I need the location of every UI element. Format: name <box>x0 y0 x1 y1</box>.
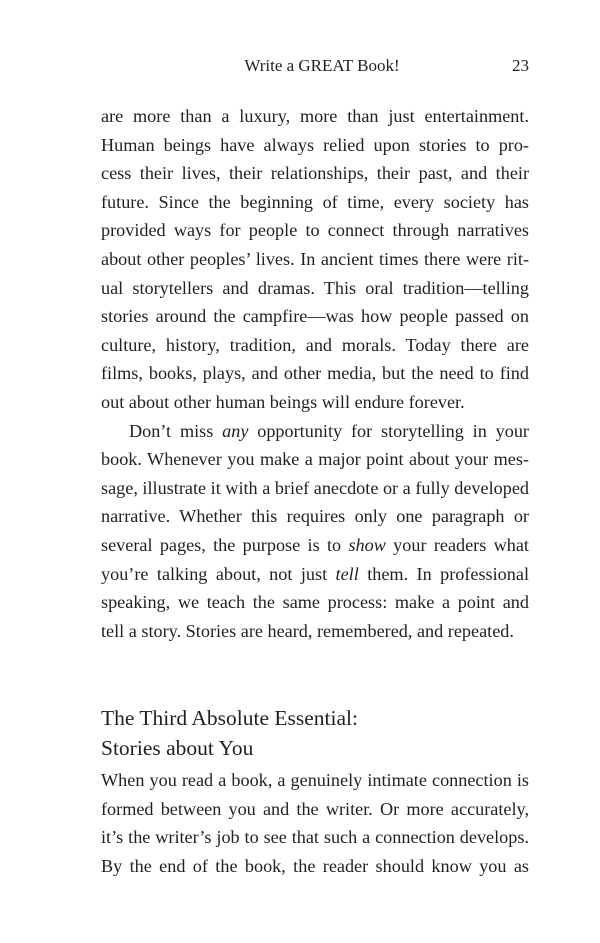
text-line: out about other human beings will endure forever. <box>101 391 465 412</box>
text-run: you’re talking about, not just <box>101 563 336 584</box>
page-number: 23 <box>512 56 529 75</box>
text-line: culture, history, tradition, and morals. Today there are <box>101 334 529 355</box>
page-body <box>101 102 529 645</box>
text-line: narrative. Whether this requires only one paragraph or <box>101 506 529 527</box>
text-run: opportunity for storytelling in your <box>248 420 529 441</box>
heading-line-2: Stories about You <box>101 736 254 760</box>
text-line: ual storytellers and dramas. This oral tradition—telling <box>101 277 529 298</box>
paragraph-1 <box>101 102 529 417</box>
paragraph-2 <box>101 417 529 646</box>
text-line: formed between you and the writer. Or more accurately, <box>101 798 529 819</box>
emphasis-text: tell <box>335 563 359 584</box>
text-line: it’s the writer’s job to see that such a connection develops. <box>101 827 529 848</box>
text-line: stories around the campfire—was how people passed on <box>101 306 529 327</box>
text-run: several pages, the purpose is to <box>101 534 349 555</box>
running-header <box>101 56 529 80</box>
text-line <box>101 560 529 589</box>
text-line: about other peoples’ lives. In ancient times there were rit- <box>101 248 529 269</box>
text-line: sage, illustrate it with a brief anecdote or a fully developed <box>101 477 529 498</box>
running-title: Write a GREAT Book! <box>244 56 400 75</box>
text-line: cess their lives, their relationships, their past, and their <box>101 163 529 184</box>
text-run: them. In professional <box>358 563 529 584</box>
text-line <box>101 417 529 446</box>
section-paragraph <box>101 766 529 880</box>
text-run: Don’t miss <box>129 420 223 441</box>
text-line: By the end of the book, the reader should know you as <box>101 855 529 876</box>
section-heading <box>101 703 529 763</box>
text-line: Human beings have always relied upon stories to pro- <box>101 134 529 155</box>
text-line: When you read a book, a genuinely intimate connection is <box>101 770 529 790</box>
text-line: are more than a luxury, more than just entertainment. <box>101 106 529 126</box>
heading-line-1: The Third Absolute Essential: <box>101 706 358 730</box>
text-line: book. Whenever you make a major point about your mes- <box>101 449 529 470</box>
text-run: your readers what <box>385 534 529 555</box>
text-line: speaking, we teach the same process: make a point and <box>101 592 529 613</box>
section-third-essential <box>101 703 529 899</box>
emphasis-text: show <box>348 534 386 555</box>
text-line: tell a story. Stories are heard, remembered, and repeated. <box>101 620 514 641</box>
text-line <box>101 531 529 560</box>
text-line: future. Since the beginning of time, every society has <box>101 191 529 212</box>
emphasis-text: any <box>222 420 249 441</box>
text-line: provided ways for people to connect through narratives <box>101 220 529 241</box>
text-line: films, books, plays, and other media, but the need to find <box>101 363 529 384</box>
